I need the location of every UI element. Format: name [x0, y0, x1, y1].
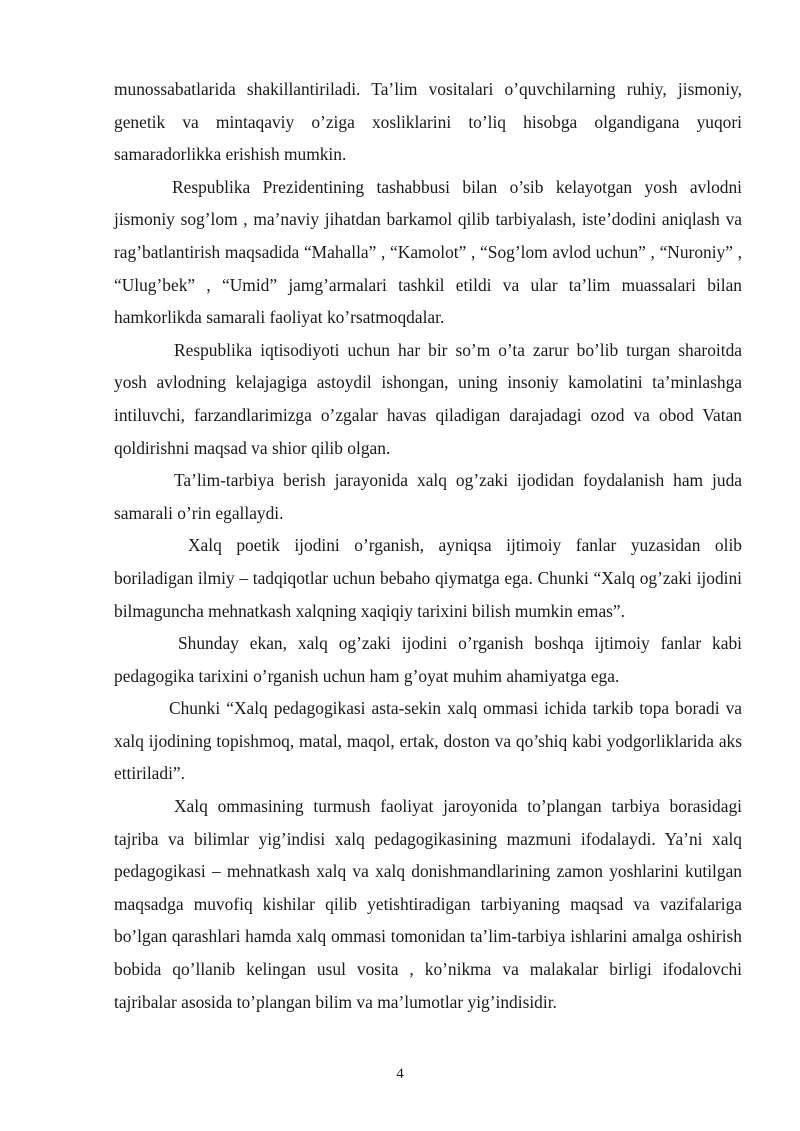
paragraph-poetic-study: Xalq poetik ijodini o’rganish, ayniqsa ijtimoiy fanlar yuzasidan olib boriladigan ilmiy – tadqiqotlar uchun bebaho qiymatga ega. Chunki “Xalq og’zaki ijodini bilmaguncha mehnatkash xalqning xaqiqiy tarixini bilish mumkin emas”. [114, 535, 742, 621]
paragraph-folk-pedagogy-quote: Chunki “Xalq pedagogikasi asta-sekin xalq ommasi ichida tarkib topa boradi va xalq ijodining topishmoq, matal, maqol, ertak, doston va qo’shiq kabi yodgorliklarida aks ettiriladi”. [114, 698, 742, 784]
paragraph-economy: Respublika iqtisodiyoti uchun har bir so’m o’ta zarur bo’lib turgan sharoitda yosh avlodning kelajagiga astoydil ishongan, uning insoniy kamolatini ta’minlashga intiluvchi, farzandlarimizga o’zgalar havas qiladigan darajadagi ozod va obod Vatan qoldirishni maqsad va shior qilib olgan. [114, 339, 742, 458]
paragraph-continuation: munossabatlarida shakillantiriladi. Ta’lim vositalari o’quvchilarning ruhiy, jismoniy, genetik va mintaqaviy o’ziga xosliklarini to’liq hisobga olgandigana yuqori samaradorlikka erishish mumkin. [114, 79, 742, 165]
paragraph-folk-creativity: Ta’lim-tarbiya berish jarayonida xalq og’zaki ijodidan foydalanish ham juda samarali o’rin egallaydi. [114, 470, 742, 523]
body-text [114, 73, 742, 1018]
paragraph-folk-pedagogy-definition: Xalq ommasining turmush faoliyat jaroyonida to’plangan tarbiya borasidagi tajriba va bilimlar yig’indisi xalq pedagogikasining mazmuni ifodalaydi. Ya’ni xalq pedagogikasi – mehnatkash xalq va xalq donishmandlarining zamon yoshlarini kutilgan maqsadga muvofiq kishilar qilib yetishtiradigan tarbiyaning maqsad va vazifalariga bo’lgan qarashlari hamda xalq ommasi tomonidan ta’lim-tarbiya ishlarini amalga oshirish bobida qo’llanib kelingan usul vosita , ko’nikma va malakalar birligi ifodalovchi tajribalar asosida to’plangan bilim va ma’lumotlar yig’indisidir. [114, 796, 742, 1012]
paragraph-president-initiative: Respublika Prezidentining tashabbusi bilan o’sib kelayotgan yosh avlodni jismoniy sog’lom , ma’naviy jihatdan barkamol qilib tarbiyalash, iste’dodini aniqlash va rag’batlantirish maqsadida “Mahalla” , “Kamolot” , “Sog’lom avlod uchun” , “Nuroniy” , “Ulug’bek” , “Umid” jamg’armalari tashkil etildi va ular ta’lim muassalari bilan hamkorlikda samarali faoliyat ko’rsatmoqdalar. [114, 176, 742, 328]
paragraph-pedagogy-history: Shunday ekan, xalq og’zaki ijodini o’rganish boshqa ijtimoiy fanlar kabi pedagogika tarixini o’rganish uchun ham g’oyat muhim ahamiyatga ega. [114, 633, 742, 686]
page-number: 4 [396, 1066, 404, 1082]
